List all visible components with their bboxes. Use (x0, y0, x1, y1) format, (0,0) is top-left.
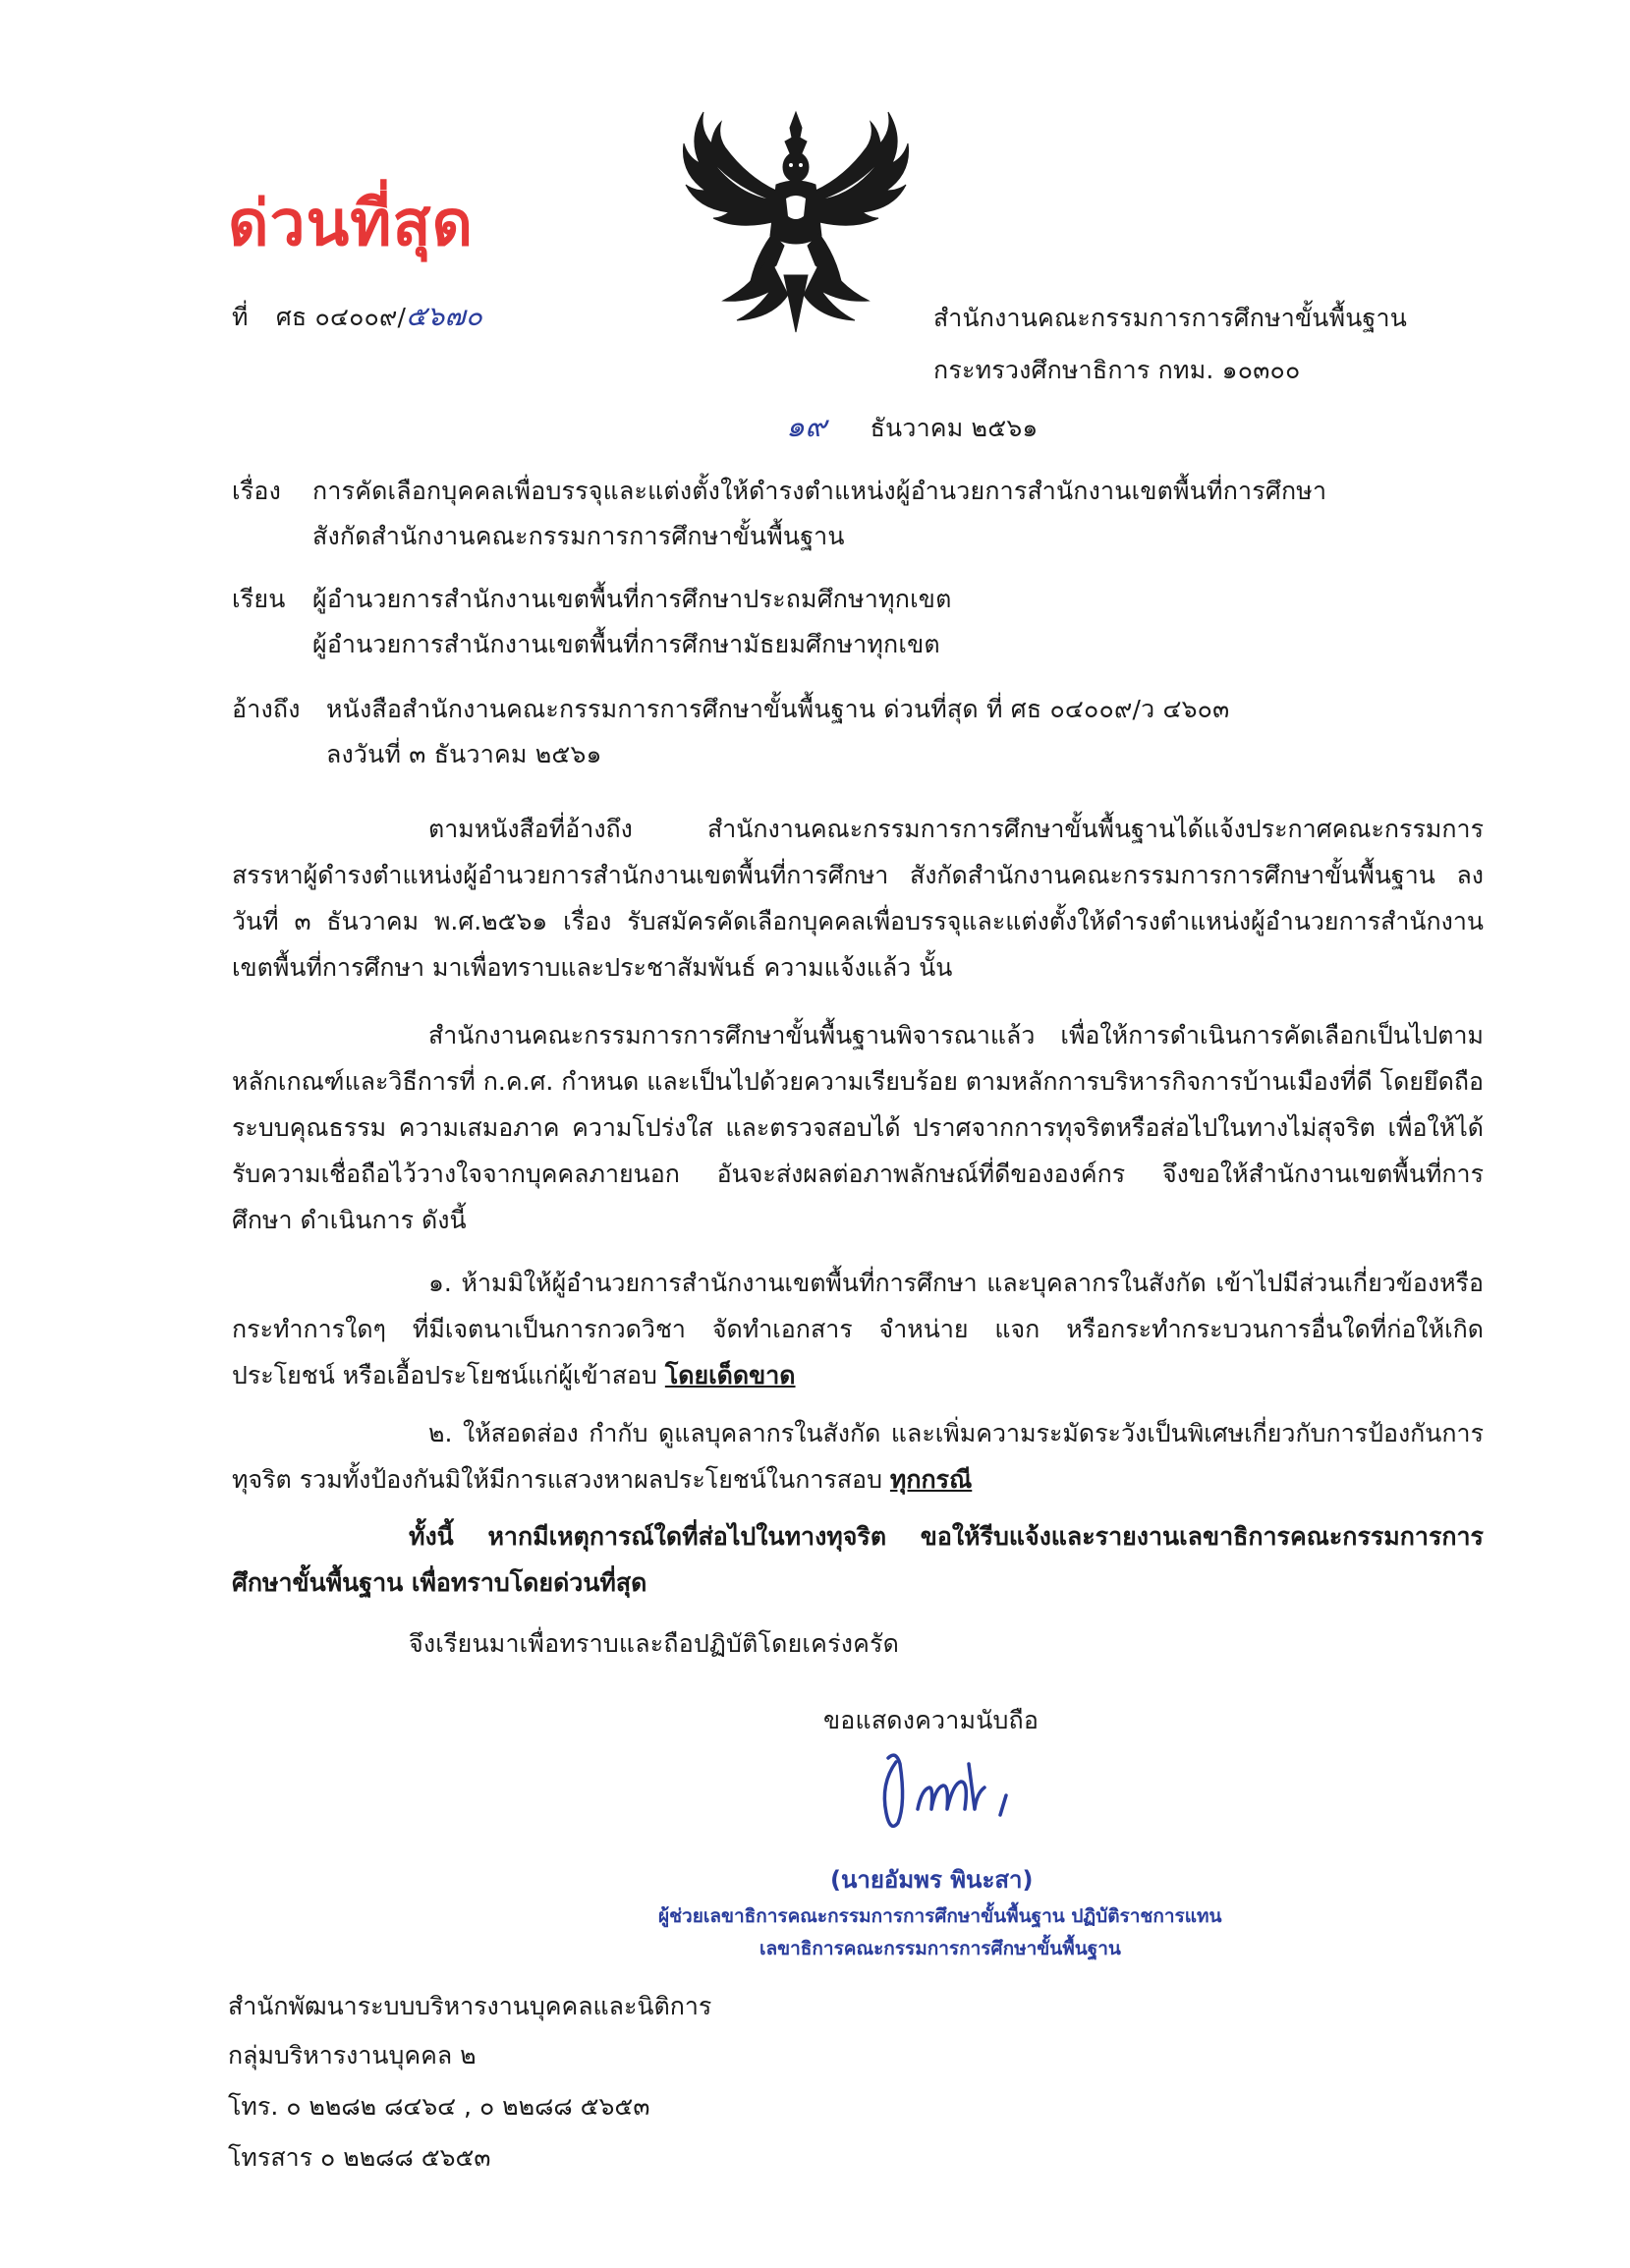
reference-label: อ้างถึง (232, 695, 301, 723)
doc-number (232, 302, 482, 332)
footer-office: สำนักพัฒนาระบบบริหารงานบุคคลและนิติการ (228, 1992, 712, 2020)
doc-number-handwritten: ๕๖๗๐ (406, 300, 483, 332)
urgency-stamp: ด่วนที่สุด (228, 188, 475, 260)
doc-number-prefix: ศธ ๐๔๐๐๙/ (275, 303, 407, 331)
reference-line-1: หนังสือสำนักงานคณะกรรมการการศึกษาขั้นพื้นฐาน ด่วนที่สุด ที่ ศธ ๐๔๐๐๙/ว ๔๖๐๓ (326, 695, 1230, 723)
footer-phone: โทร. ๐ ๒๒๘๒ ๘๔๖๔ , ๐ ๒๒๘๘ ๕๖๕๓ (228, 2092, 650, 2121)
body-item-1 (232, 1260, 1484, 1398)
subject-label: เรื่อง (232, 477, 281, 505)
body-item-1-emphasis: โดยเด็ดขาด (664, 1361, 796, 1389)
doc-number-label: ที่ (232, 303, 249, 331)
date-month-year: ธันวาคม ๒๕๖๑ (870, 414, 1039, 442)
handwritten-signature-icon (874, 1744, 1051, 1846)
recipient-label: เรียน (232, 585, 286, 613)
reference-line-2: ลงวันที่ ๓ ธันวาคม ๒๕๖๑ (326, 740, 602, 768)
body-paragraph-1: ตามหนังสือที่อ้างถึง สำนักงานคณะกรรมการการศึกษาขั้นพื้นฐานได้แจ้งประกาศคณะกรรมการสรรหาผู้ดำรงตำแหน่งผู้อำนวยการสำนักงานเขตพื้นที่การศึกษา สังกัดสำนักงานคณะกรรมการการศึกษาขั้นพื้นฐาน ลงวันที่ ๓ ธันวาคม พ.ศ.๒๕๖๑ เรื่อง รับสมัครคัดเลือกบุคคลเพื่อบรรจุและแต่งตั้งให้ดำรงตำแหน่งผู้อำนวยการสำนักงานเขตพื้นที่การศึกษา มาเพื่อทราบและประชาสัมพันธ์ ความแจ้งแล้ว นั้น (232, 815, 1484, 982)
salutation: ขอแสดงความนับถือ (823, 1706, 1040, 1734)
recipient-line-1: ผู้อำนวยการสำนักงานเขตพื้นที่การศึกษาประถมศึกษาทุกเขต (312, 585, 952, 613)
signatory-title-line-1: ผู้ช่วยเลขาธิการคณะกรรมการการศึกษาขั้นพื้นฐาน ปฏิบัติราชการแทน (658, 1905, 1222, 1927)
body-item-1-text: ๑. ห้ามมิให้ผู้อำนวยการสำนักงานเขตพื้นที่การศึกษา และบุคลากรในสังกัด เข้าไปมีส่วนเกี่ยวข้องหรือกระทำการใดๆ ที่มีเจตนาเป็นการกวดวิชา จัดทำเอกสาร จำหน่าย แจก หรือกระทำกระบวนการอื่นใดที่ก่อให้เกิดประโยชน์ หรือเอื้อประโยชน์แก่ผู้เข้าสอบ (232, 1269, 1484, 1389)
signatory-title-line-2: เลขาธิการคณะกรรมการการศึกษาขั้นพื้นฐาน (759, 1938, 1121, 1959)
subject-line-1: การคัดเลือกบุคคลเพื่อบรรจุและแต่งตั้งให้ดำรงตำแหน่งผู้อำนวยการสำนักงานเขตพื้นที่การศึกษา (312, 477, 1327, 505)
body-paragraph-2: สำนักงานคณะกรรมการการศึกษาขั้นพื้นฐานพิจารณาแล้ว เพื่อให้การดำเนินการคัดเลือกเป็นไปตามหลักเกณฑ์และวิธีการที่ ก.ค.ศ. กำหนด และเป็นไปด้วยความเรียบร้อย ตามหลักการบริหารกิจการบ้านเมืองที่ดี โดยยึดถือระบบคุณธรรม ความเสมอภาค ความโปร่งใส และตรวจสอบได้ ปราศจากการทุจริตหรือส่อไปในทางไม่สุจริต เพื่อให้ได้รับความเชื่อถือไว้วางใจจากบุคคลภายนอก อันจะส่งผลต่อภาพลักษณ์ที่ดีขององค์กร จึงขอให้สำนักงานเขตพื้นที่การศึกษา ดำเนินการ ดังนี้ (232, 1021, 1484, 1234)
body-bold-paragraph: ทั้งนี้ หากมีเหตุการณ์ใดที่ส่อไปในทางทุจริต ขอให้รีบแจ้งและรายงานเลขาธิการคณะกรรมการการศึกษาขั้นพื้นฐาน เพื่อทราบโดยด่วนที่สุด (232, 1522, 1484, 1597)
body-item-2-text: ๒. ให้สอดส่อง กำกับ ดูแลบุคลากรในสังกัด และเพิ่มความระมัดระวังเป็นพิเศษเกี่ยวกับการป้องกันการทุจริต รวมทั้งป้องกันมิให้มีการแสวงหาผลประโยชน์ในการสอบ (232, 1419, 1484, 1494)
footer-group: กลุ่มบริหารงานบุคคล ๒ (228, 2041, 477, 2070)
footer-fax: โทรสาร ๐ ๒๒๘๘ ๕๖๕๓ (228, 2143, 491, 2172)
garuda-emblem-icon (678, 108, 914, 344)
agency-address: กระทรวงศึกษาธิการ กทม. ๑๐๓๐๐ (933, 356, 1301, 384)
body-item-2 (232, 1410, 1484, 1503)
date-day-handwritten: ๑๙ (786, 410, 827, 444)
document-date (786, 410, 1039, 444)
signatory-name: (นายอัมพร พินะสา) (830, 1866, 1034, 1894)
closing-line: จึงเรียนมาเพื่อทราบและถือปฏิบัติโดยเคร่งครัด (409, 1629, 900, 1658)
body-item-2-emphasis: ทุกกรณี (889, 1465, 973, 1494)
recipient-line-2: ผู้อำนวยการสำนักงานเขตพื้นที่การศึกษามัธยมศึกษาทุกเขต (312, 630, 940, 658)
agency-name: สำนักงานคณะกรรมการการศึกษาขั้นพื้นฐาน (933, 304, 1408, 332)
subject-line-2: สังกัดสำนักงานคณะกรรมการการศึกษาขั้นพื้นฐาน (312, 522, 845, 550)
